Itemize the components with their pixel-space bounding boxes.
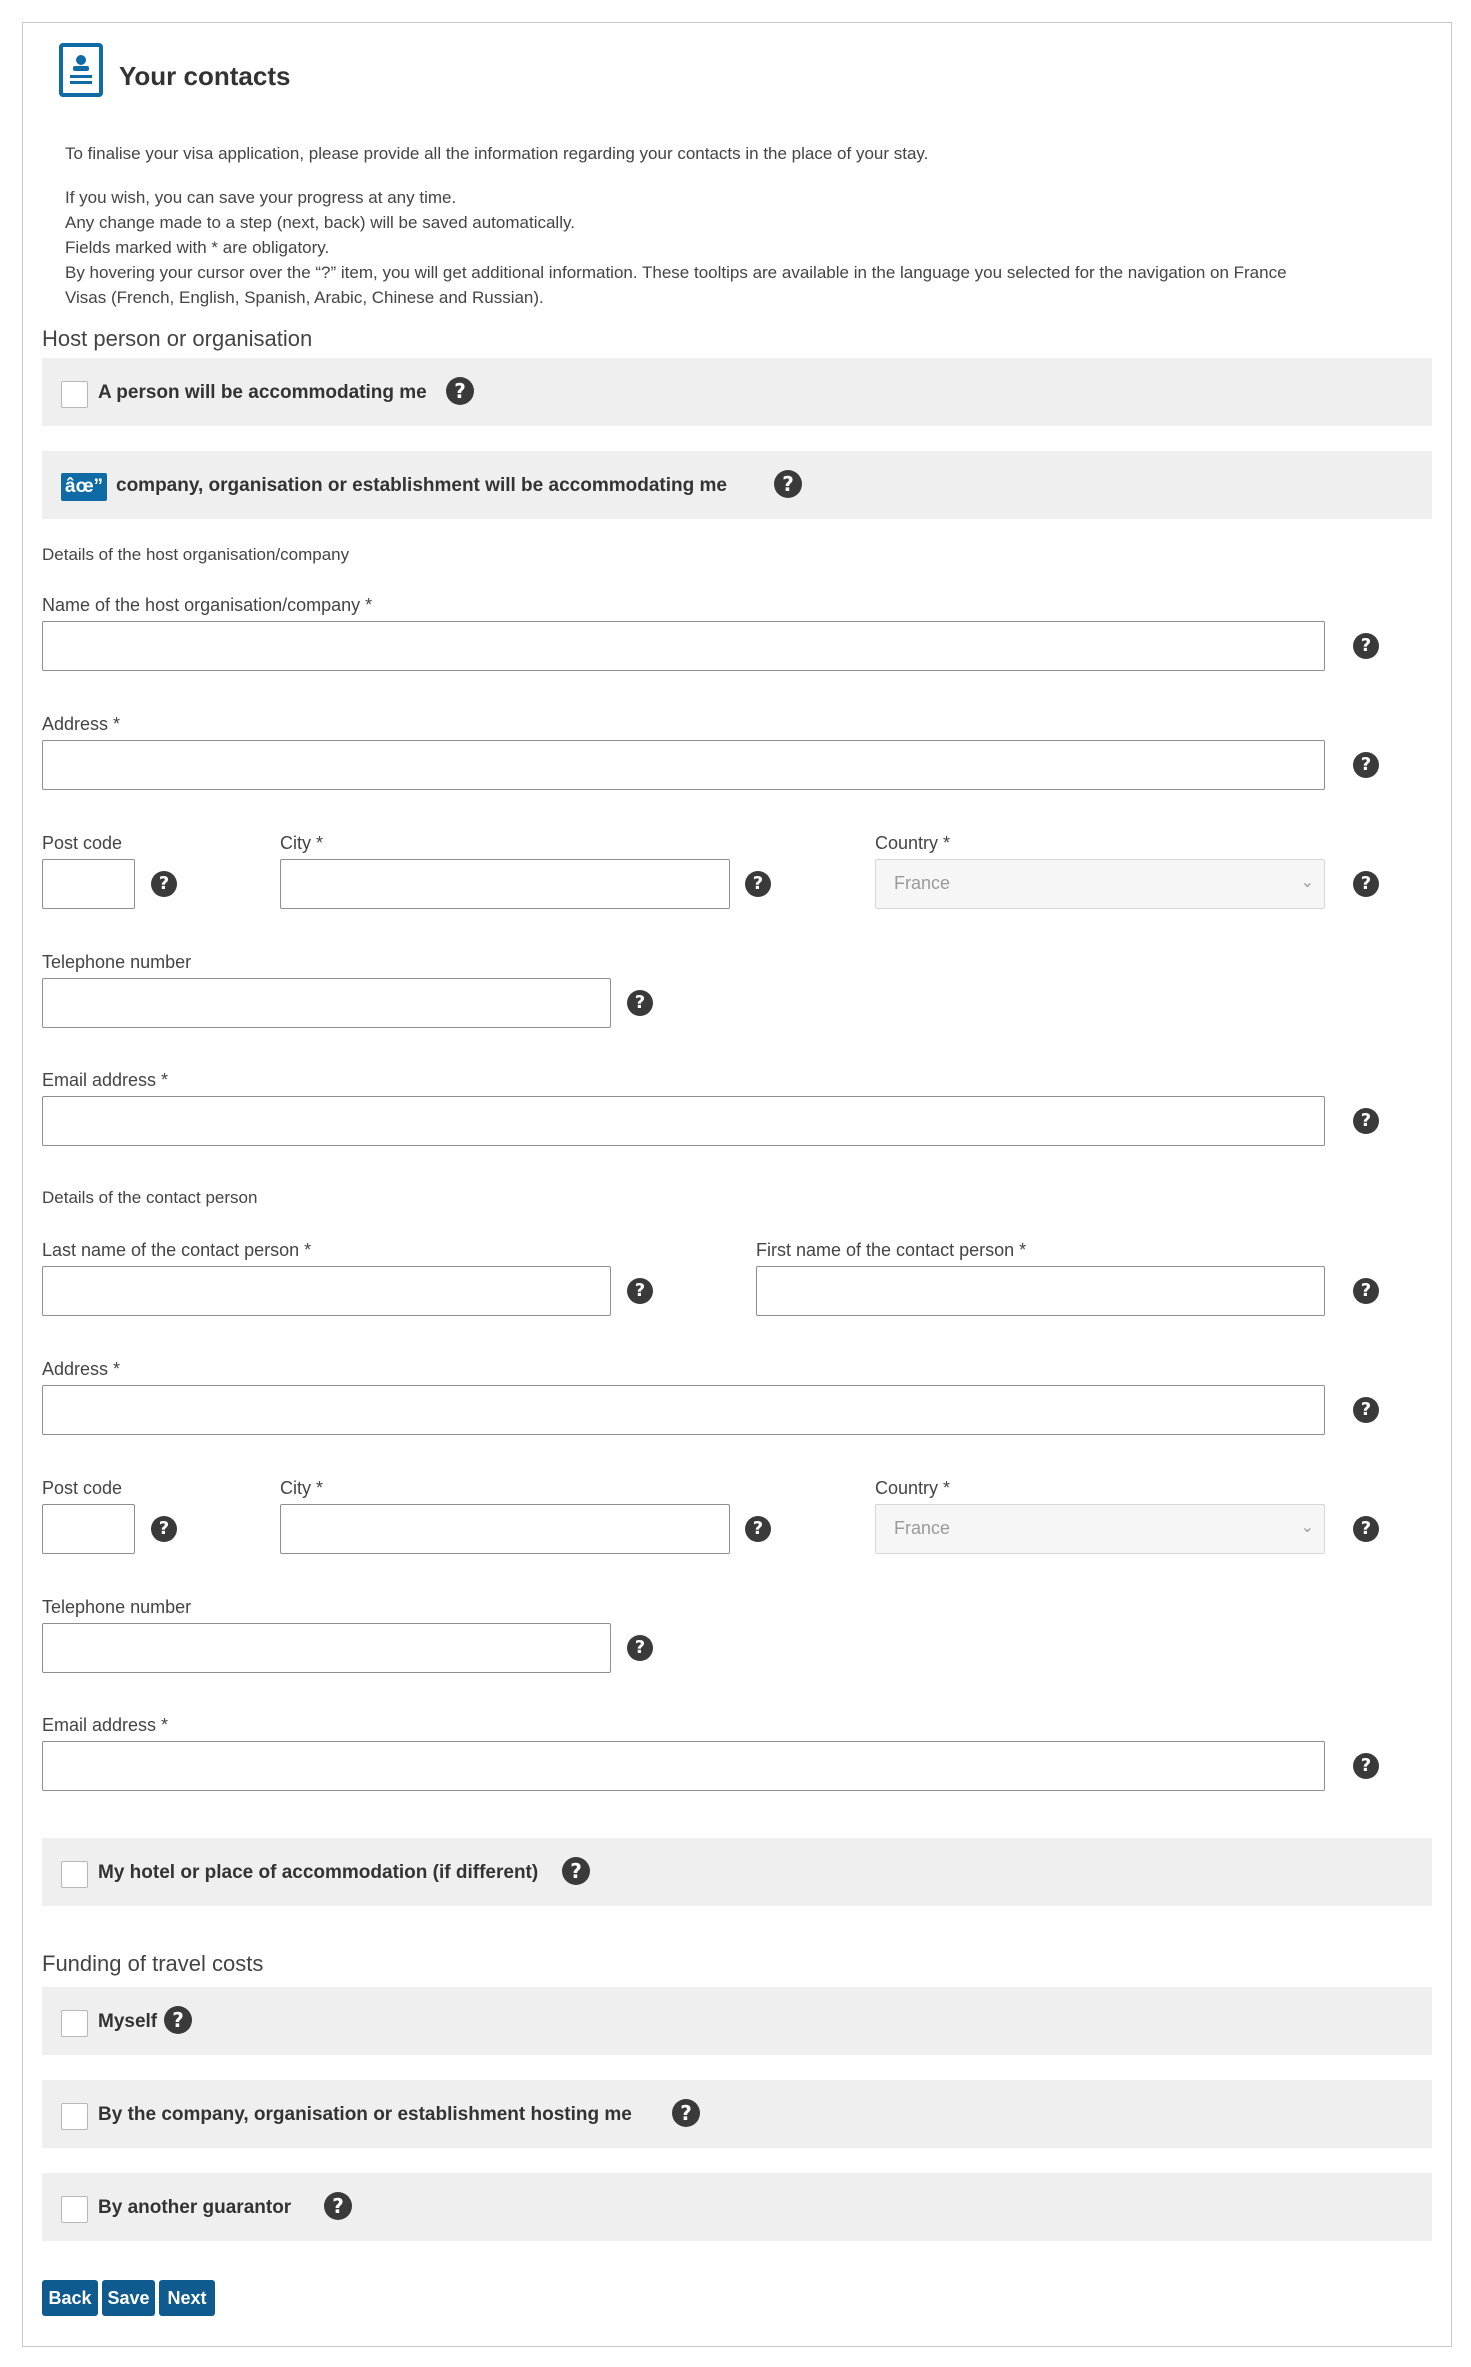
option-label: Myself: [98, 2011, 158, 2032]
contact-country-select[interactable]: [875, 1504, 1325, 1554]
help-icon[interactable]: ?: [745, 1516, 771, 1542]
help-icon[interactable]: ?: [672, 2099, 700, 2127]
option-label: A person will be accommodating me: [98, 382, 427, 403]
option-funding-company[interactable]: [42, 2080, 1432, 2148]
help-icon[interactable]: ?: [627, 990, 653, 1016]
help-icon[interactable]: ?: [627, 1278, 653, 1304]
checkbox[interactable]: [61, 381, 88, 408]
contact-address-label: Address *: [42, 1359, 121, 1379]
section-title-funding: Funding of travel costs: [42, 1951, 264, 1976]
org-phone-input[interactable]: [42, 978, 611, 1028]
intro-text: Any change made to a step (next, back) will be saved automatically.: [65, 213, 575, 232]
help-icon[interactable]: ?: [1353, 1278, 1379, 1304]
chevron-down-icon: ⌄: [1300, 1519, 1314, 1536]
option-funding-myself[interactable]: [42, 1987, 1432, 2055]
org-address-input[interactable]: [42, 740, 1325, 790]
org-address-label: Address *: [42, 714, 121, 734]
section-title-host: Host person or organisation: [42, 326, 313, 351]
contact-email-input[interactable]: [42, 1741, 1325, 1791]
help-icon[interactable]: ?: [1353, 752, 1379, 778]
checked-badge[interactable]: âœ”: [61, 473, 107, 501]
next-button[interactable]: Next: [159, 2280, 215, 2316]
intro-text: If you wish, you can save your progress at any time.: [65, 188, 457, 207]
option-label: By the company, organisation or establishment hosting me: [98, 2104, 632, 2125]
page-title: Your contacts: [119, 61, 291, 91]
form-panel: [22, 22, 1452, 2347]
option-label: My hotel or place of accommodation (if different): [98, 1862, 539, 1883]
contact-email-label: Email address *: [42, 1715, 169, 1735]
contact-card-icon: [59, 43, 103, 97]
save-button[interactable]: Save: [102, 2280, 155, 2316]
help-icon[interactable]: ?: [1353, 1108, 1379, 1134]
intro-text: Fields marked with * are obligatory.: [65, 238, 330, 257]
contact-phone-input[interactable]: [42, 1623, 611, 1673]
contact-firstname-input[interactable]: [756, 1266, 1325, 1316]
help-icon[interactable]: ?: [562, 1857, 590, 1885]
org-name-input[interactable]: [42, 621, 1325, 671]
option-hotel[interactable]: [42, 1838, 1432, 1906]
help-icon[interactable]: ?: [151, 1516, 177, 1542]
org-postcode-input[interactable]: [42, 859, 135, 909]
help-icon[interactable]: ?: [1353, 1753, 1379, 1779]
org-email-label: Email address *: [42, 1070, 169, 1090]
help-icon[interactable]: ?: [324, 2192, 352, 2220]
contact-lastname-label: Last name of the contact person *: [42, 1240, 312, 1260]
help-icon[interactable]: ?: [1353, 1397, 1379, 1423]
contact-city-label: City *: [280, 1478, 324, 1498]
org-details-title: Details of the host organisation/company: [42, 545, 350, 564]
help-icon[interactable]: ?: [774, 470, 802, 498]
contact-phone-label: Telephone number: [42, 1597, 192, 1617]
help-icon[interactable]: ?: [627, 1635, 653, 1661]
contact-country-label: Country *: [875, 1478, 951, 1498]
org-postcode-label: Post code: [42, 833, 123, 853]
help-icon[interactable]: ?: [1353, 1516, 1379, 1542]
checkbox[interactable]: [61, 2196, 88, 2223]
help-icon[interactable]: ?: [446, 377, 474, 405]
org-city-label: City *: [280, 833, 324, 853]
contact-firstname-label: First name of the contact person *: [756, 1240, 1027, 1260]
help-icon[interactable]: ?: [151, 871, 177, 897]
checkbox[interactable]: [61, 2010, 88, 2037]
help-icon[interactable]: ?: [1353, 871, 1379, 897]
checkbox[interactable]: [61, 2103, 88, 2130]
help-icon[interactable]: ?: [1353, 633, 1379, 659]
intro-text: By hovering your cursor over the “?” item, you will get additional information. These tooltips are available in the language you selected for the navigation on France: [65, 263, 1287, 282]
chevron-down-icon: ⌄: [1300, 874, 1314, 891]
select-value: France: [894, 873, 951, 893]
org-country-select[interactable]: [875, 859, 1325, 909]
help-icon[interactable]: ?: [745, 871, 771, 897]
contact-postcode-label: Post code: [42, 1478, 123, 1498]
org-email-input[interactable]: [42, 1096, 1325, 1146]
org-phone-label: Telephone number: [42, 952, 192, 972]
contact-postcode-input[interactable]: [42, 1504, 135, 1554]
intro-text: Visas (French, English, Spanish, Arabic, Chinese and Russian).: [65, 288, 544, 307]
contact-address-input[interactable]: [42, 1385, 1325, 1435]
org-name-label: Name of the host organisation/company *: [42, 595, 373, 615]
contact-city-input[interactable]: [280, 1504, 730, 1554]
help-icon[interactable]: ?: [164, 2006, 192, 2034]
select-value: France: [894, 1518, 951, 1538]
contact-details-title: Details of the contact person: [42, 1188, 258, 1207]
org-country-label: Country *: [875, 833, 951, 853]
option-label: company, organisation or establishment will be accommodating me: [116, 475, 727, 496]
org-city-input[interactable]: [280, 859, 730, 909]
option-label: By another guarantor: [98, 2197, 292, 2218]
option-funding-guarantor[interactable]: [42, 2173, 1432, 2241]
back-button[interactable]: Back: [42, 2280, 98, 2316]
intro-text: To finalise your visa application, please provide all the information regarding your contacts in the place of your stay.: [65, 144, 929, 163]
checkbox[interactable]: [61, 1861, 88, 1888]
option-company-host[interactable]: [42, 451, 1432, 519]
option-person-host[interactable]: [42, 358, 1432, 426]
contact-lastname-input[interactable]: [42, 1266, 611, 1316]
